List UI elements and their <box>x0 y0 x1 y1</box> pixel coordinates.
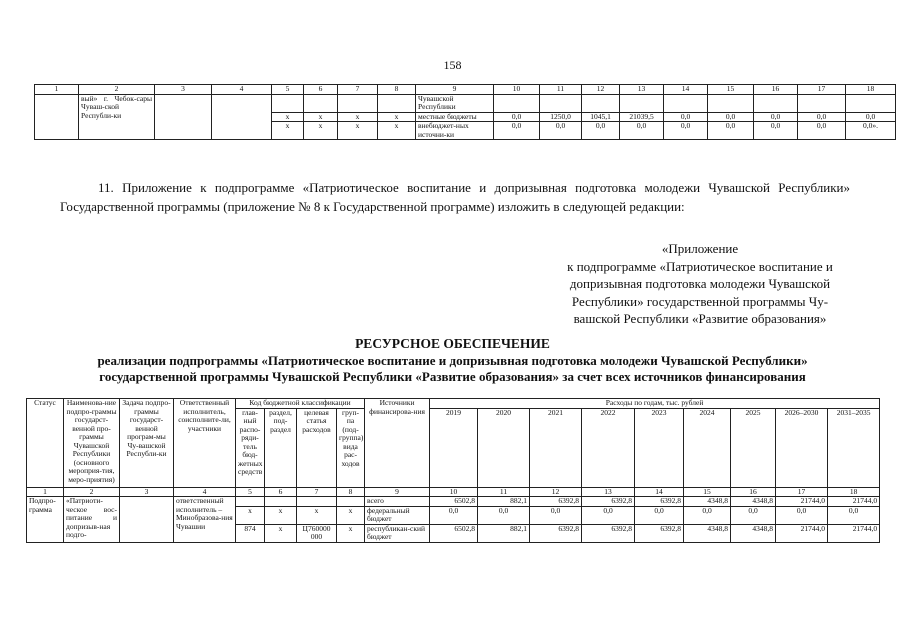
code-cell: x <box>378 122 416 140</box>
table-cell <box>35 94 79 140</box>
value-cell: 0,0 <box>494 122 540 140</box>
column-number: 3 <box>155 85 212 95</box>
value-cell: 0,0 <box>846 112 896 122</box>
code-cell: x <box>236 506 265 524</box>
appendix-note <box>555 240 845 328</box>
code-cell: x <box>272 122 304 140</box>
column-number: 6 <box>304 85 338 95</box>
value-cell: 0,0 <box>798 122 846 140</box>
code-cell: x <box>297 506 337 524</box>
column-number: 1 <box>35 85 79 95</box>
value-cell: 0,0 <box>684 506 731 524</box>
header-year: 2031–2035 <box>828 408 880 487</box>
value-cell: 6392,8 <box>530 524 582 542</box>
header-responsible: Ответственный исполнитель, соисполните-ли, участники <box>174 399 236 488</box>
value-cell: 0,0 <box>430 506 478 524</box>
subtitle-line: государственной программы Чувашской Республики «Развитие образования» за счет всех источников финансирования <box>99 369 806 384</box>
subtitle-line: реализации подпрограммы «Патриотическое воспитание и допризывная подготовка молодежи Чувашской Республики» <box>97 353 808 368</box>
column-number: 2 <box>64 487 120 497</box>
header-code-sub: целевая статья расходов <box>297 408 337 487</box>
table-cell <box>155 94 212 140</box>
code-cell <box>236 497 265 507</box>
column-number: 14 <box>664 85 708 95</box>
name-cell: вый» г. Чебок-сары Чуваш-ской Республи-ки <box>79 94 155 140</box>
value-cell <box>708 94 754 112</box>
code-cell: x <box>338 122 378 140</box>
value-cell <box>664 94 708 112</box>
section-title: РЕСУРСНОЕ ОБЕСПЕЧЕНИЕ <box>355 336 550 351</box>
value-cell: 882,1 <box>478 497 530 507</box>
header-year: 2021 <box>530 408 582 487</box>
code-cell <box>297 497 337 507</box>
table-row <box>35 94 896 112</box>
header-sources: Источники финансирова-ния <box>365 399 430 488</box>
header-row <box>27 399 880 409</box>
value-cell <box>582 94 620 112</box>
column-number: 13 <box>582 487 635 497</box>
task-cell <box>120 497 174 543</box>
code-cell: x <box>272 112 304 122</box>
column-number: 16 <box>731 487 776 497</box>
value-cell: 21744,0 <box>776 497 828 507</box>
value-cell: 4348,8 <box>684 497 731 507</box>
value-cell <box>540 94 582 112</box>
column-number: 15 <box>684 487 731 497</box>
header-year: 2025 <box>731 408 776 487</box>
value-cell: 0,0 <box>798 112 846 122</box>
continued-table <box>34 84 896 140</box>
code-cell: x <box>337 506 365 524</box>
column-number: 6 <box>265 487 297 497</box>
header-code-sub: раздел, под-раздел <box>265 408 297 487</box>
column-number: 8 <box>378 85 416 95</box>
header-code-sub: груп-па (под-группа) вида рас-ходов <box>337 408 365 487</box>
column-number: 18 <box>828 487 880 497</box>
value-cell: 0,0 <box>664 112 708 122</box>
code-cell: Ц760000 000 <box>297 524 337 542</box>
column-number-row <box>35 85 896 95</box>
value-cell: 1045,1 <box>582 112 620 122</box>
header-status: Статус <box>27 399 64 488</box>
code-cell <box>304 94 338 112</box>
value-cell <box>754 94 798 112</box>
value-cell: 0,0». <box>846 122 896 140</box>
source-cell: всего <box>365 497 430 507</box>
value-cell: 0,0 <box>582 506 635 524</box>
value-cell: 0,0 <box>708 122 754 140</box>
column-number: 2 <box>79 85 155 95</box>
value-cell: 6392,8 <box>582 497 635 507</box>
column-number: 15 <box>708 85 754 95</box>
column-number: 16 <box>754 85 798 95</box>
section-subtitle <box>40 353 865 385</box>
value-cell: 0,0 <box>754 112 798 122</box>
code-cell: x <box>304 112 338 122</box>
header-task: Задача подпро-граммы государст-венной програм-мы Чу-вашской Республи-ки <box>120 399 174 488</box>
column-number: 13 <box>620 85 664 95</box>
header-year: 2019 <box>430 408 478 487</box>
column-number: 4 <box>212 85 272 95</box>
value-cell: 0,0 <box>478 506 530 524</box>
responsible-cell: ответственный исполнитель – Минобразова-ния Чувашии <box>174 497 236 543</box>
column-number: 17 <box>798 85 846 95</box>
value-cell <box>798 94 846 112</box>
code-cell: x <box>338 112 378 122</box>
header-expenses: Расходы по годам, тыс. рублей <box>430 399 880 409</box>
column-number: 10 <box>494 85 540 95</box>
value-cell: 6502,8 <box>430 524 478 542</box>
value-cell: 0,0 <box>494 112 540 122</box>
value-cell: 0,0 <box>731 506 776 524</box>
column-number: 7 <box>297 487 337 497</box>
source-cell: федеральный бюджет <box>365 506 430 524</box>
source-cell: местные бюджеты <box>416 112 494 122</box>
value-cell: 0,0 <box>776 506 828 524</box>
value-cell: 4348,8 <box>731 497 776 507</box>
code-cell <box>272 94 304 112</box>
code-cell: x <box>337 524 365 542</box>
value-cell: 0,0 <box>664 122 708 140</box>
value-cell: 6392,8 <box>530 497 582 507</box>
source-cell: Чувашской Республики <box>416 94 494 112</box>
value-cell: 0,0 <box>530 506 582 524</box>
header-year: 2020 <box>478 408 530 487</box>
value-cell <box>846 94 896 112</box>
appendix-line: Республики» государственной программы Чу- <box>571 293 829 309</box>
column-number: 11 <box>478 487 530 497</box>
code-cell <box>378 94 416 112</box>
name-cell: «Патриоти-ческое вос-питание и допризыв-ная подго- <box>64 497 120 543</box>
value-cell: 0,0 <box>582 122 620 140</box>
value-cell: 1250,0 <box>540 112 582 122</box>
header-year: 2023 <box>635 408 684 487</box>
column-number: 7 <box>338 85 378 95</box>
header-year: 2024 <box>684 408 731 487</box>
header-year: 2026–2030 <box>776 408 828 487</box>
code-cell <box>338 94 378 112</box>
code-cell <box>337 497 365 507</box>
column-number: 4 <box>174 487 236 497</box>
appendix-line: «Приложение <box>661 241 739 256</box>
code-cell: 874 <box>236 524 265 542</box>
column-number: 12 <box>582 85 620 95</box>
header-year: 2022 <box>582 408 635 487</box>
value-cell: 0,0 <box>620 122 664 140</box>
status-cell: Подпро-грамма <box>27 497 64 543</box>
value-cell: 21744,0 <box>776 524 828 542</box>
column-number: 17 <box>776 487 828 497</box>
value-cell: 882,1 <box>478 524 530 542</box>
column-number: 9 <box>365 487 430 497</box>
value-cell: 0,0 <box>635 506 684 524</box>
column-number: 1 <box>27 487 64 497</box>
value-cell: 6392,8 <box>582 524 635 542</box>
amendment-paragraph: 11. Приложение к подпрограмме «Патриотическое воспитание и допризывная подготовка молодежи Чувашской Республики» Государственной программы (приложение № 8 к Государственной программе) изложить в следующей редакции: <box>60 180 850 214</box>
value-cell: 4348,8 <box>731 524 776 542</box>
appendix-line: вашской Республики «Развитие образования» <box>573 311 827 326</box>
value-cell <box>620 94 664 112</box>
resource-table <box>26 398 880 543</box>
column-number: 5 <box>236 487 265 497</box>
code-cell: x <box>378 112 416 122</box>
code-cell: x <box>304 122 338 140</box>
value-cell: 4348,8 <box>684 524 731 542</box>
column-number: 18 <box>846 85 896 95</box>
column-number: 3 <box>120 487 174 497</box>
table-row <box>27 497 880 507</box>
appendix-line: к подпрограмме «Патриотическое воспитание и <box>567 258 833 274</box>
column-number: 12 <box>530 487 582 497</box>
page-number: 158 <box>443 58 462 72</box>
value-cell: 21744,0 <box>828 524 880 542</box>
value-cell: 6392,8 <box>635 497 684 507</box>
column-number: 9 <box>416 85 494 95</box>
column-number: 5 <box>272 85 304 95</box>
value-cell <box>494 94 540 112</box>
column-number: 8 <box>337 487 365 497</box>
value-cell: 0,0 <box>540 122 582 140</box>
value-cell: 0,0 <box>754 122 798 140</box>
value-cell: 6392,8 <box>635 524 684 542</box>
source-cell: внебюджет-ных источни-ки <box>416 122 494 140</box>
value-cell: 0,0 <box>708 112 754 122</box>
column-number: 11 <box>540 85 582 95</box>
appendix-line: допризывная подготовка молодежи Чувашской <box>569 276 831 291</box>
value-cell: 21039,5 <box>620 112 664 122</box>
source-cell: республикан-ский бюджет <box>365 524 430 542</box>
value-cell: 6502,8 <box>430 497 478 507</box>
code-cell <box>265 497 297 507</box>
header-name: Наименова-ние подпро-граммы государст-венной про-граммы Чувашской Республики (основного мероприя-тия, меро-приятия) <box>64 399 120 488</box>
value-cell: 21744,0 <box>828 497 880 507</box>
column-number-row <box>27 487 880 497</box>
code-cell: x <box>265 524 297 542</box>
header-budget-code: Код бюджетной классификации <box>236 399 365 409</box>
column-number: 14 <box>635 487 684 497</box>
header-code-sub: глав-ный распо-ряди-тель бюд-жетных средств <box>236 408 265 487</box>
code-cell: x <box>265 506 297 524</box>
column-number: 10 <box>430 487 478 497</box>
table-cell <box>212 94 272 140</box>
value-cell: 0,0 <box>828 506 880 524</box>
